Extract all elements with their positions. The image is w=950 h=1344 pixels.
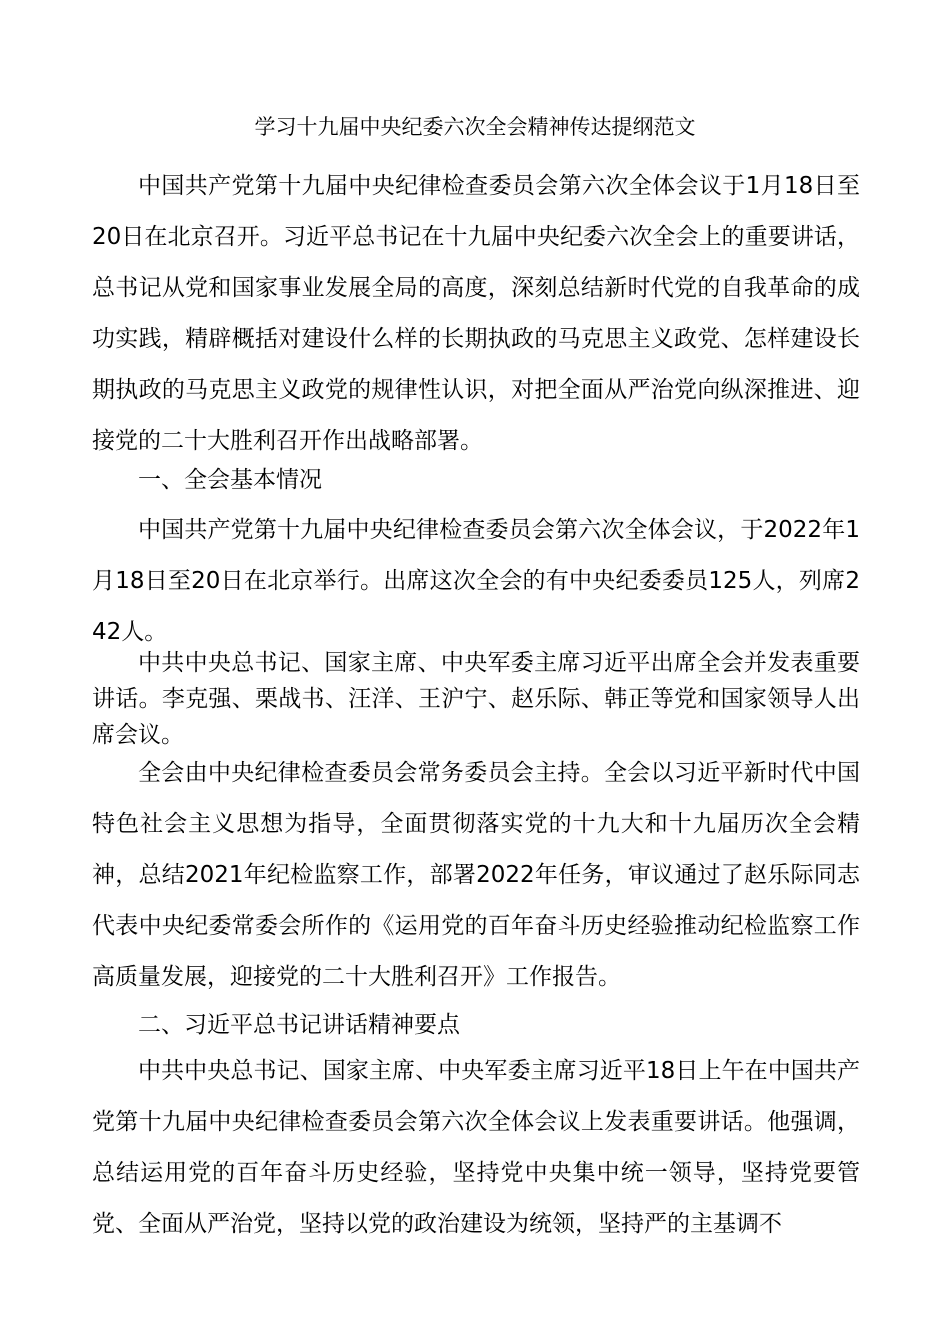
section-heading-2: 二、习近平总书记讲话精神要点 [138, 1012, 460, 1038]
paragraph-attendance: 中共中央总书记、国家主席、中央军委主席习近平出席全会并发表重要讲话。李克强、栗战书、汪洋、王沪宁、赵乐际、韩正等党和国家领导人出席会议。 [92, 650, 860, 748]
paragraph-session: 全会由中央纪律检查委员会常务委员会主持。全会以习近平新时代中国特色社会主义思想为指导，全面贯彻落实党的十九大和十九届历次全会精神，总结2021年纪检监察工作，部署2022年任务，审议通过了赵乐际同志代表中央纪委常委会所作的《运用党的百年奋斗历史经验推动纪检监察工作高质量发展，迎接党的二十大胜利召开》工作报告。 [92, 760, 860, 990]
paragraph-intro: 中国共产党第十九届中央纪律检查委员会第六次全体会议于1月18日至20日在北京召开。习近平总书记在十九届中央纪委六次全会上的重要讲话，总书记从党和国家事业发展全局的高度，深刻总结新时代党的自我革命的成功实践，精辟概括对建设什么样的长期执政的马克思主义政党、怎样建设长期执政的马克思主义政党的规律性认识，对把全面从严治党向纵深推进、迎接党的二十大胜利召开作出战略部署。 [92, 173, 860, 454]
paragraph-basic-info: 中国共产党第十九届中央纪律检查委员会第六次全体会议，于2022年1月18日至20日在北京举行。出席这次全会的有中央纪委委员125人，列席242人。 [92, 517, 860, 645]
section-heading-1: 一、全会基本情况 [138, 467, 322, 493]
document-title: 学习十九届中央纪委六次全会精神传达提纲范文 [254, 115, 696, 139]
paragraph-speech: 中共中央总书记、国家主席、中央军委主席习近平18日上午在中国共产党第十九届中央纪律检查委员会第六次全体会议上发表重要讲话。他强调，总结运用党的百年奋斗历史经验，坚持党中央集中统一领导，坚持党要管党、全面从严治党，坚持以党的政治建设为统领，坚持严的主基调不 [92, 1058, 860, 1237]
